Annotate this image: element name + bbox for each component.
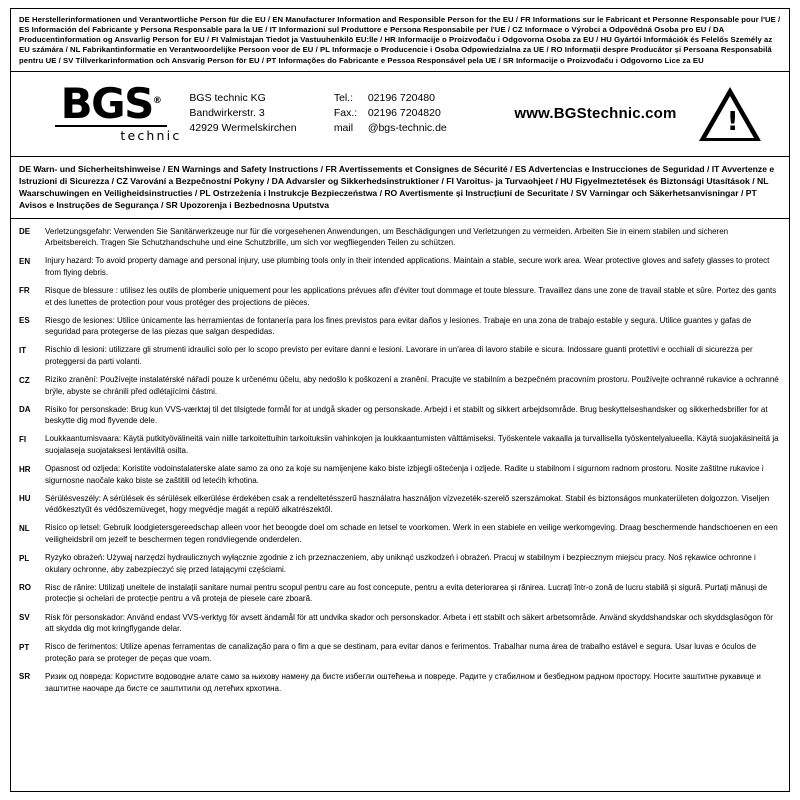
list-item: [19, 493, 781, 516]
instruction-text: Risc de rănire: Utilizați uneltele de instalații sanitare numai pentru scopul pentru care au fost concepute, pentru a evita deteriorarea și rănirea. Lucrați într-o zonă de lucru stabilă și sigură. Purtați mănuși de protecție și ochelari de protecție pentru a vă proteja de piesele care zboară.: [45, 582, 768, 604]
language-code: EN: [19, 256, 31, 266]
registered-trademark-icon: ®: [152, 96, 162, 107]
language-code: RO: [19, 583, 31, 593]
contact-tel-row: [334, 91, 515, 106]
language-code: SR: [19, 672, 31, 682]
language-code: FI: [19, 434, 27, 444]
list-item: [19, 433, 781, 456]
language-code: DA: [19, 405, 31, 415]
instruction-text: Opasnost od ozljeda: Koristite vodoinstalaterske alate samo za ono za koje su namijenjene kako biste izbjegli oštećenja i ozljede. Radite u stabilnom i sigurnom radnom prostoru. Nosite zaštitne rukavice i sigurnosne naočale kako biste se zaštitili od letećih krhotina.: [45, 464, 764, 485]
instruction-text: Rischio di lesioni: utilizzare gli strumenti idraulici solo per lo scopo previsto per evitare danni e lesioni. Lavorare in un'area di lavoro stabile e sicura. Indossare guanti protettivi e occhiali di sicurezza per proteggersi da parti volanti.: [45, 345, 753, 366]
warning-triangle-icon: [699, 87, 761, 141]
warning-triangle-symbol: [677, 87, 783, 141]
company-info-band: [11, 72, 789, 156]
list-item: [19, 552, 781, 575]
instruction-text: Riesgo de lesiones: Utilice únicamente las herramientas de fontanería para los fines previstos para evitar daños y lesiones. Trabaje en una zona de trabajo estable y segura. Utilice guantes y gafas de seguridad para protegerse de las piezas que salgan despedidas.: [45, 315, 752, 337]
logo-wordmark: [60, 79, 162, 129]
contact-tel-label: Tel.:: [333, 91, 354, 104]
language-code: IT: [19, 345, 27, 355]
contact-mail-value: @bgs-technic.de: [367, 122, 447, 135]
list-item: [19, 463, 781, 486]
instruction-text: Risico op letsel: Gebruik loodgietersgereedschap alleen voor het beoogde doel om schade en letsel te voorkomen. Werk in een stabiele en veilige werkomgeving. Draag beschermende handschoenen en een veiligheidsbril om jezelf te beschermen tegen rondvliegende onderdelen.: [45, 523, 778, 545]
company-name: BGS technic KG: [189, 91, 266, 104]
instruction-text: Risque de blessure : utilisez les outils de plomberie uniquement pour les applications prévues afin d'éviter tout dommage et toute blessure. Travaillez dans une zone de travail stable et sûre. Portez des gants et des lunettes de protection pour vous protéger des projections de pièces.: [45, 285, 777, 307]
manufacturer-info-heading-text: DE Herstellerinformationen und Verantwortliche Person für die EU / EN Manufacturer Information and Responsible Person for the EU / FR Informations sur le Fabricant et Personne Responsable pour l'UE / ES Información del Fabricante y Persona Responsable para la UE / IT Informazioni sul Produttore e Persona Responsabile per l'UE / CZ Informace o Výrobci a Odpovědná Osoba pro EU / DA Producentinformation og Ansvarlig Person for EU / FI Valmistajan Tiedot ja Vastuuhenkilö EU:lle / HR Informacije o Proizvođaču i Odgovorna Osoba za EU / HU Gyártói Információk és Felelős Személy az EU számára / NL Fabrikantinformatie en Verantwoordelijke Persoon voor de EU / PL Informacje o Producencie i Osoba Odpowiedzialna za UE / RO Informații despre Producător și Persoana Responsabilă pentru UE / SV Tillverkarinformation och Ansvarig Person för EU / PT Informações do Fabricante e Pessoa Responsável pela UE / SR Informacije o Proizvođaču i Odgovorno Lice za EU: [19, 15, 781, 65]
list-item: [19, 315, 781, 338]
language-code: NL: [19, 523, 30, 533]
language-code: CZ: [19, 375, 30, 385]
instruction-text: Injury hazard: To avoid property damage and personal injury, use plumbing tools only in their intended applications. Maintain a stable, secure work area. Wear protective gloves and safety glasses to protect from flying debris.: [45, 256, 770, 277]
bgs-logo: [17, 79, 183, 144]
instruction-text: Riziko zranění: Používejte instalatérské nářadí pouze k určenému účelu, aby nedošlo k poškození a zranění. Pracujte ve stabilním a bezpečném pracovním prostoru. Používejte ochranné rukavice a ochranné brýle, abyste se chránili před odlétajícími částmi.: [45, 375, 779, 396]
list-item: [19, 226, 781, 249]
list-item: [19, 671, 781, 694]
contact-fax-row: [334, 106, 515, 121]
list-item: [19, 404, 781, 427]
list-item: [19, 612, 781, 635]
language-code: PT: [19, 642, 30, 652]
instruction-text: Ризик од повреда: Користите водоводне алате само за њихову намену да бисте избегли оштећења и повреде. Радите у стабилном и безбедном радном простору. Носите заштитне рукавице и заштитне наочаре да бисте се заштитили од летећих крхотина.: [45, 671, 761, 693]
instructions-list: [11, 219, 789, 791]
exclamation-mark-icon: !: [726, 106, 739, 137]
safety-heading: [11, 157, 789, 218]
contact-fax-label: Fax.:: [333, 107, 358, 120]
contact-mail-label: mail: [333, 122, 354, 135]
contact-mail-row: [334, 121, 515, 136]
instruction-text: Risco de ferimentos: Utilize apenas ferramentas de canalização para o fim a que se destinam, para evitar danos e ferimentos. Trabalhar numa área de trabalho estável e segura. Usar luvas e óculos de proteção para se proteger de peças que voam.: [45, 642, 757, 663]
list-item: [19, 344, 781, 367]
company-website: www.BGStechnic.com: [514, 105, 677, 123]
instruction-text: Verletzungsgefahr: Verwenden Sie Sanitärwerkzeuge nur für die vorgesehenen Anwendungen, um Beschädigungen und Verletzungen zu vermeiden. Arbeiten Sie in einem stabilen und sicheren Arbeitsbereich. Tragen Sie Schutzhandschuhe und eine Schutzbrille, um sich vor wegfliegenden Teilen zu schützen.: [45, 226, 729, 248]
list-item: [19, 255, 781, 278]
company-city: 42929 Wermelskirchen: [189, 122, 297, 135]
manufacturer-info-heading: [11, 9, 789, 71]
language-code: ES: [19, 316, 30, 326]
instruction-text: Sérülésveszély: A sérülések és sérülések elkerülése érdekében csak a rendeltetésszerű használatra használjon vízvezeték-szerelő szerszámokat. Stabil és biztonságos munkaterületen dolgozzon. Viseljen védőkesztyűt és védőszemüveget, hogy megvédje magát a repülő alkatrészektől.: [45, 493, 770, 515]
document-sheet: [10, 8, 790, 792]
language-code: SV: [19, 613, 30, 623]
company-street: Bandwirkerstr. 3: [189, 107, 265, 120]
company-address: [183, 91, 333, 137]
logo-subtitle: technic: [120, 128, 182, 144]
language-code: DE: [19, 227, 31, 237]
list-item: [19, 285, 781, 308]
list-item: [19, 374, 781, 397]
language-code: HU: [19, 494, 31, 504]
language-code: HR: [19, 464, 31, 474]
language-code: FR: [19, 286, 30, 296]
contact-fax-value: 02196 7204820: [367, 107, 441, 120]
instruction-text: Loukkaantumisvaara: Käytä putkityövälineitä vain niille tarkoitettuihin tarkoituksiin vahinkojen ja loukkaantumisten välttämiseksi. Työskentele vakaalla ja turvallisella työskentelyalueella. Käytä suojakäsineitä ja suojalaseja suojataksesi lentäviltä osilta.: [45, 434, 779, 455]
language-code: PL: [19, 553, 30, 563]
company-contact: [334, 91, 515, 137]
instruction-text: Risiko for personskade: Brug kun VVS-værktøj til det tilsigtede formål for at undgå skader og personskade. Arbejd i et stabilt og sikkert arbejdsområde. Brug beskyttelseshandsker og sikkerhedsbriller for at beskytte dig mod flyvende dele.: [45, 404, 768, 426]
logo-wordmark-text: BGS: [60, 79, 153, 129]
instruction-text: Risk för personskador: Använd endast VVS-verktyg för avsett ändamål för att undvika skador och personskador. Arbeta i ett stabilt och säkert arbetsområde. Använd skyddshandskar och skyddsglasögon för att skydda dig mot kringflygande delar.: [45, 612, 773, 634]
safety-heading-text: DE Warn- und Sicherheitshinweise / EN Warnings and Safety Instructions / FR Avertissements et Consignes de Sécurité / ES Advertencias e Instrucciones de Seguridad / IT Avvertenze e Istruzioni di Sicurezza / CZ Varování a Bezpečnostní Pokyny / DA Advarsler og Sikkerhedsinstruktioner / FI Varoitus- ja Turvaohjeet / HU Figyelmeztetések és Biztonsági Utasítások / NL Waarschuwingen en Veiligheidsinstructies / PL Ostrzeżenia i Instrukcje Bezpieczeństwa / RO Avertismente și Instrucțiuni de Securitate / SV Varningar och Säkerhetsanvisningar / PT Avisos e Instruções de Segurança / SR Upozorenja i Bezbednosna Uputstva: [19, 163, 775, 211]
list-item: [19, 582, 781, 605]
list-item: [19, 641, 781, 664]
list-item: [19, 522, 781, 545]
instruction-text: Ryzyko obrażeń: Używaj narzędzi hydraulicznych wyłącznie zgodnie z ich przeznaczeniem, aby uniknąć uszkodzeń i obrażeń. Pracuj w stabilnym i bezpiecznym miejscu pracy. Noś rękawice ochronne i okulary ochronne, aby zabezpieczyć się przed latającymi częściami.: [45, 553, 756, 574]
contact-tel-value: 02196 720480: [367, 91, 435, 104]
